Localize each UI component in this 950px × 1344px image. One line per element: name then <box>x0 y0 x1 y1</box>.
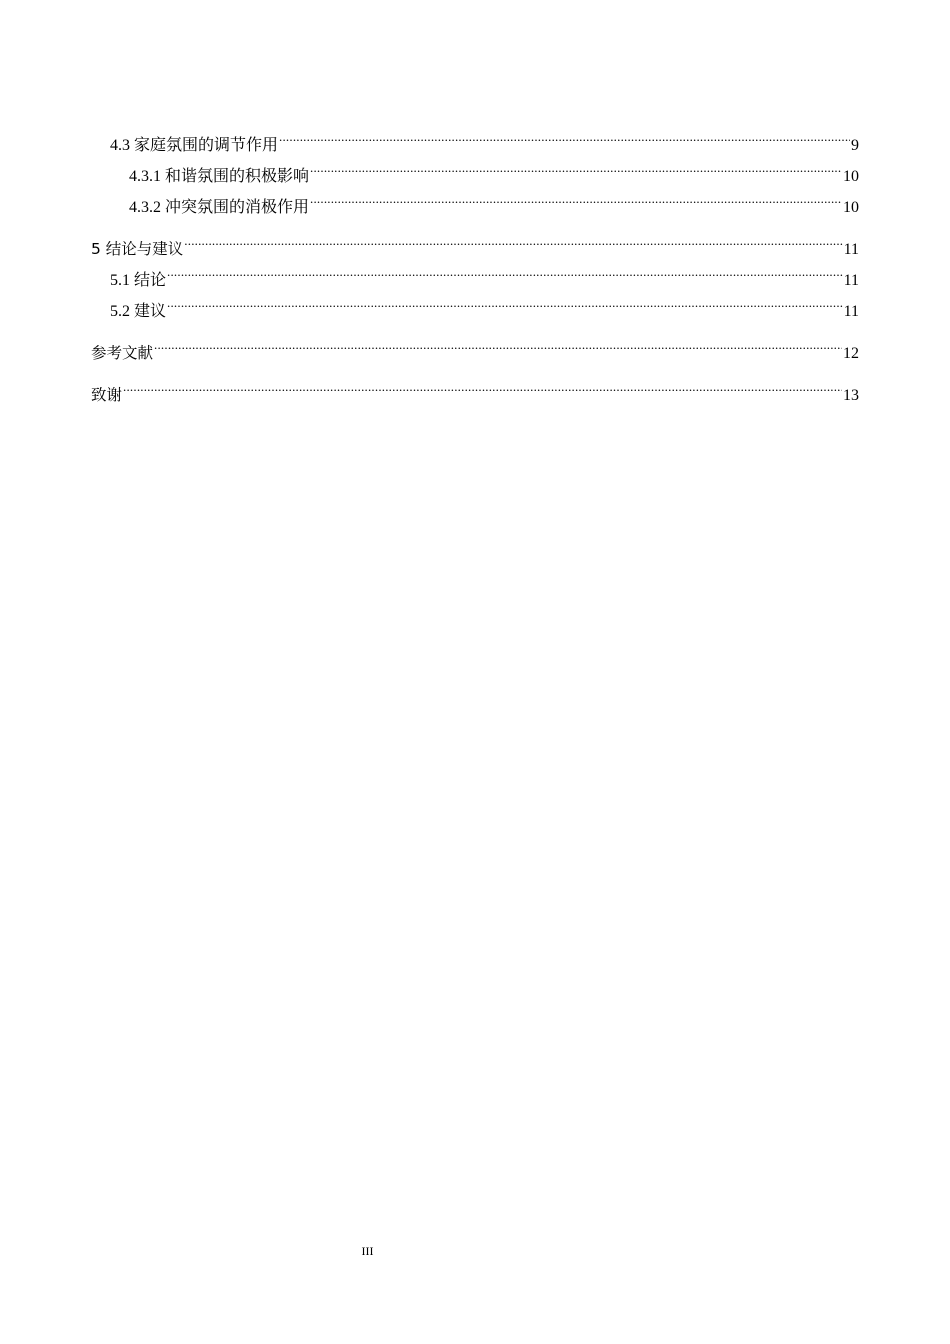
toc-dot-leader <box>167 254 843 285</box>
toc-dot-leader <box>154 327 842 358</box>
toc-dot-leader <box>310 181 842 212</box>
toc-entry[interactable] <box>91 327 859 362</box>
toc-entry-page: 10 <box>843 168 859 185</box>
toc-entry[interactable] <box>91 369 859 404</box>
toc-entry-title: 4.3 家庭氛围的调节作用 <box>110 137 279 154</box>
toc-entry[interactable] <box>91 119 859 154</box>
toc-entry-title: 参考文献 <box>91 344 154 362</box>
toc-dot-leader <box>167 285 843 316</box>
toc-entry[interactable] <box>91 223 859 258</box>
page-footer-number: III <box>361 1244 374 1258</box>
toc-entry-page: 10 <box>843 199 859 216</box>
toc-entry-title: 5.2 建议 <box>110 303 167 320</box>
toc-entry-title: 5 结论与建议 <box>91 240 184 258</box>
toc-dot-leader <box>123 369 842 400</box>
toc-dot-leader <box>279 119 850 150</box>
toc-entry-page: 11 <box>843 241 859 258</box>
toc-entry[interactable] <box>91 254 859 289</box>
toc-entry-page: 12 <box>843 345 859 362</box>
toc-entry-title: 4.3.1 和谐氛围的积极影响 <box>129 168 310 185</box>
toc-entry-page: 9 <box>851 137 859 154</box>
toc-entry-page: 11 <box>843 303 859 320</box>
toc-entry-page: 11 <box>843 272 859 289</box>
table-of-contents <box>91 119 859 404</box>
toc-dot-leader <box>310 150 842 181</box>
toc-entry[interactable] <box>91 285 859 320</box>
toc-entry-title: 4.3.2 冲突氛围的消极作用 <box>129 199 310 216</box>
toc-entry-title: 致谢 <box>91 386 123 404</box>
toc-entry-title: 5.1 结论 <box>110 272 167 289</box>
toc-dot-leader <box>184 223 842 254</box>
toc-entry-page: 13 <box>843 387 859 404</box>
